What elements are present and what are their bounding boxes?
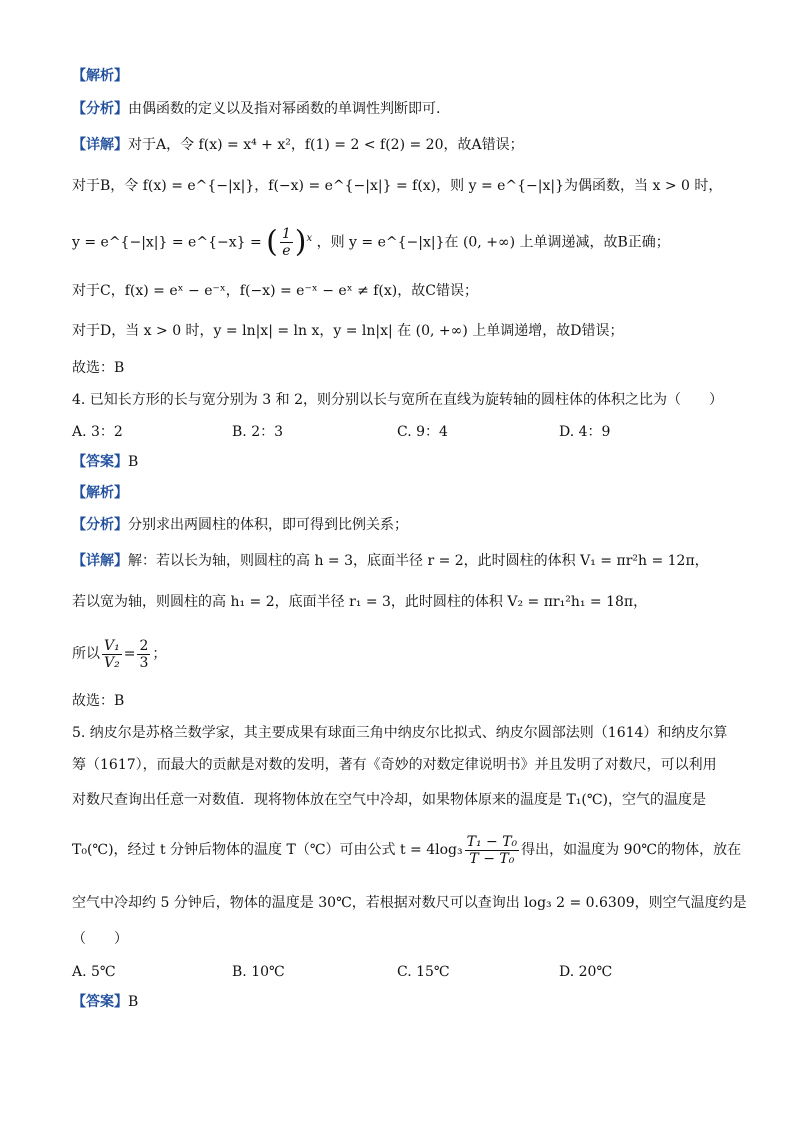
q5-stem-line2: 筹（1617），而最大的贡献是对数的发明，著有《奇妙的对数定律说明书》并且发明了对数尺，可以利用	[72, 757, 717, 773]
q5-option-c: C. 15℃	[397, 964, 450, 980]
q4-detail-2: 若以宽为轴，则圆柱的高 h₁ = 2，底面半径 r₁ = 3，此时圆柱的体积 V₂ = πr₁²h₁ = 18π，	[72, 594, 648, 610]
q3-detail-b1: 对于B，令 f(x) = e^{−|x|}，f(−x) = e^{−|x|} = f(x)，则 y = e^{−|x|}为偶函数，当 x > 0 时，	[72, 178, 723, 194]
q5-stem-line3: 对数尺查询出任意一对数值．现将物体放在空气中冷却，如果物体原来的温度是 T₁(℃)，空气的温度是	[72, 792, 706, 808]
two-thirds-fraction: $\frac{2}{3}$	[139, 637, 149, 671]
q3-b2-post: ，则 y = e^{−|x|}在 (0, +∞) 上单调递减，故B正确；	[316, 234, 670, 251]
q4-detail-3	[72, 636, 734, 672]
fenxi-text: 分别求出两圆柱的体积，即可得到比例关系；	[128, 517, 408, 533]
q4-line3-pre: 所以	[72, 646, 100, 662]
fenxi-tag: 【分析】	[72, 101, 128, 117]
q4-answer: 故选：B	[72, 693, 125, 709]
q4-fenxi	[72, 515, 734, 535]
left-paren: (	[266, 224, 278, 260]
q5-options	[72, 962, 732, 982]
daan-tag: 【答案】	[72, 994, 128, 1010]
fenxi-tag: 【分析】	[72, 517, 128, 533]
q4-option-d: D. 4：9	[559, 424, 611, 440]
q3-answer: 故选：B	[72, 360, 125, 376]
jiexi-tag: 【解析】	[72, 68, 128, 84]
q5-line4-pre: T₀(℃)，经过 t 分钟后物体的温度 T（℃）可由公式 t = 4log₃	[72, 842, 463, 858]
q5-option-a: A. 5℃	[72, 964, 116, 980]
fenxi-text: 由偶函数的定义以及指对幂函数的单调性判断即可.	[128, 101, 441, 117]
q5-stem-line4	[72, 832, 742, 868]
q3-jiexi-heading	[72, 66, 734, 86]
jiexi-tag: 【解析】	[72, 485, 128, 501]
q5-stem-line5: 空气中冷却约 5 分钟后，物体的温度是 30℃，若根据对数尺可以查询出 log₃ 2 = 0.6309，则空气温度约是	[72, 895, 747, 911]
q5-line4-post: 得出，如温度为 90℃的物体，放在	[521, 842, 742, 858]
q5-option-d: D. 20℃	[559, 964, 613, 980]
xiangjie-tag: 【详解】	[72, 137, 128, 153]
q3-b2-pre: y = e^{−|x|} = e^{−x} =	[72, 234, 262, 251]
q3-fenxi	[72, 99, 734, 119]
q4-answer-line	[72, 452, 734, 472]
q3-line-a: 对于A，令 f(x) = x⁴ + x²，f(1) = 2 < f(2) = 20，故A错误；	[128, 137, 524, 153]
q4-stem: 4. 已知长方形的长与宽分别为 3 和 2，则分别以长与宽所在直线为旋转轴的圆柱体的体积之比为（ ）	[72, 392, 723, 408]
q5-answer-value: B	[128, 994, 139, 1010]
xiangjie-tag: 【详解】	[72, 553, 128, 569]
q4-detail-1	[72, 551, 734, 571]
q4-option-a: A. 3：2	[72, 424, 123, 440]
daan-tag: 【答案】	[72, 454, 128, 470]
q4-options	[72, 422, 732, 442]
q3-detail-a	[72, 135, 734, 155]
q4-line3-post: ；	[152, 646, 167, 662]
temperature-fraction: $\frac{\text{T₁ − T₀}}{\text{T − T₀}}$	[466, 833, 518, 867]
q4-answer-value: B	[128, 454, 139, 470]
one-over-e-fraction: $\frac{1}{e}$	[281, 226, 291, 260]
q5-stem-line6: （ ）	[72, 931, 128, 947]
q4-line-1: 解：若以长为轴，则圆柱的高 h = 3，底面半径 r = 2，此时圆柱的体积 V₁ = πr²h = 12π，	[128, 553, 709, 569]
q5-option-b: B. 10℃	[232, 964, 285, 980]
q4-jiexi-heading	[72, 483, 734, 503]
q4-option-c: C. 9：4	[397, 424, 448, 440]
v1-over-v2-fraction: $\frac{\text{V₁}}{\text{V₂}}$	[104, 637, 120, 671]
q5-stem-line1: 5. 纳皮尔是苏格兰数学家，其主要成果有球面三角中纳皮尔比拟式、纳皮尔圆部法则（1614）和纳皮尔算	[72, 725, 728, 741]
q3-detail-c: 对于C，f(x) = eˣ − e⁻ˣ，f(−x) = e⁻ˣ − eˣ ≠ f(x)，故C错误；	[72, 283, 478, 299]
q5-answer-line	[72, 992, 734, 1012]
q3-detail-b2: y = e^{−|x|} = e^{−x} = ( $\frac{1}{e}$ )$^x$ ，则 y = e^{−|x|}在 (0, +∞) 上单调递减，故B正确；	[72, 224, 670, 260]
equals-sign: =	[123, 646, 136, 662]
q3-detail-d: 对于D，当 x > 0 时，y = ln|x| = ln x，y = ln|x| 在 (0, +∞) 上单调递增，故D错误；	[72, 323, 624, 339]
right-paren: )	[294, 224, 307, 260]
q4-option-b: B. 2：3	[232, 424, 284, 440]
